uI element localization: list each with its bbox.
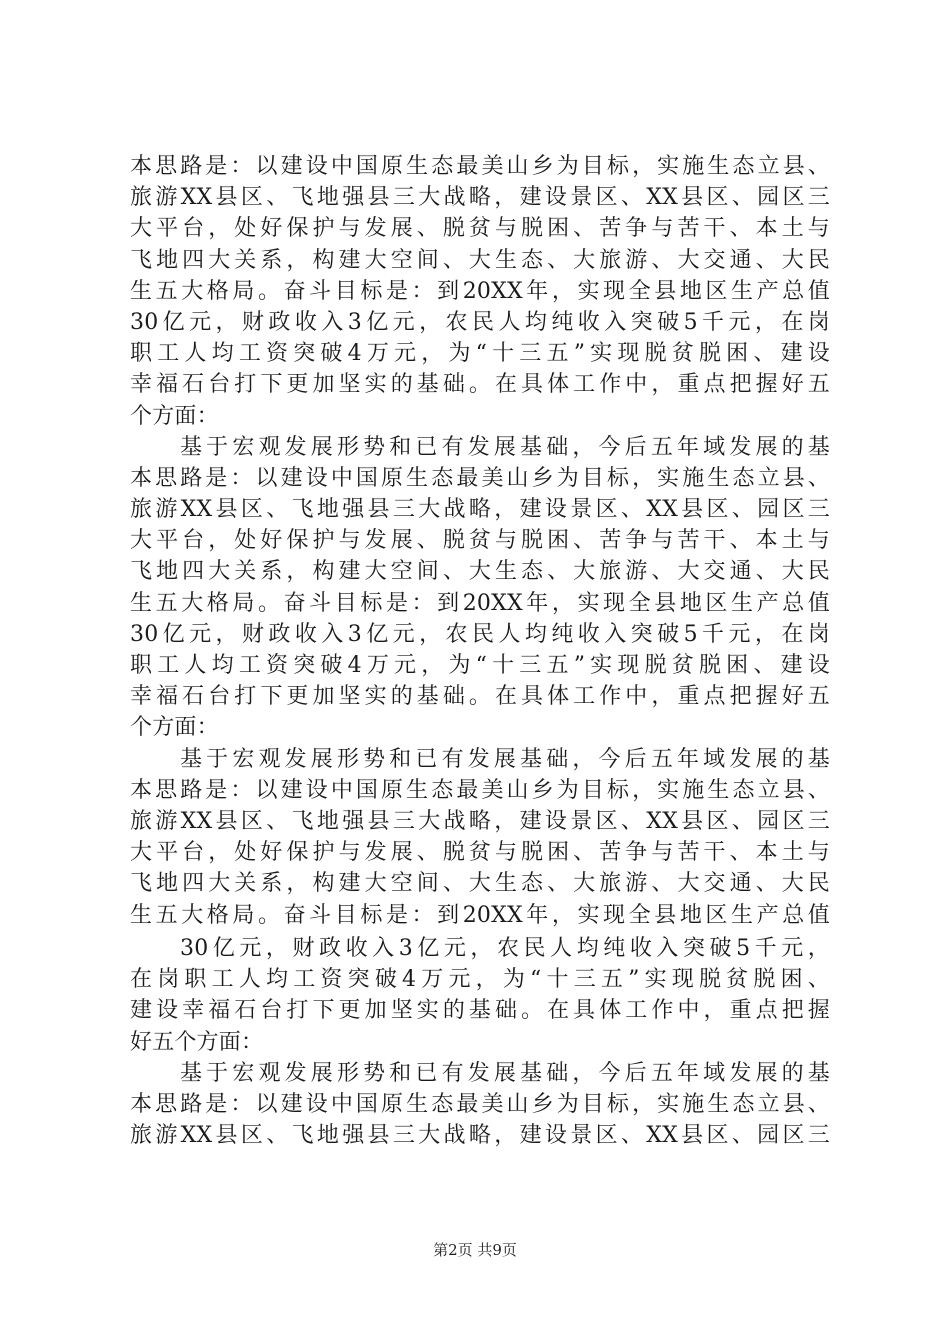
body-text-line: 好五个方面： [130, 1029, 264, 1055]
body-text-line: 幸福石台打下更加坚实的基础。在具体工作中，重点把握好五 [130, 372, 830, 398]
body-text-line: 职工人均工资突破4万元，为“十三五”实现脱贫脱困、建设 [130, 653, 830, 678]
body-text-line: 在岗职工人均工资突破4万元，为“十三五”实现脱贫脱困、 [130, 967, 830, 993]
body-text-line: 个方面： [130, 403, 219, 429]
body-text-line: 旅游XX县区、飞地强县三大战略，建设景区、XX县区、园区三 [130, 1123, 830, 1149]
body-text-line: 幸福石台打下更加坚实的基础。在具体工作中，重点把握好五 [130, 684, 830, 710]
body-text-block-lower [130, 933, 830, 1151]
body-text-line: 生五大格局。奋斗目标是：到20XX年，实现全县地区生产总值 [130, 278, 830, 304]
body-text-line: 本思路是：以建设中国原生态最美山乡为目标，实施生态立县、 [130, 777, 830, 803]
body-text-line: 个方面： [130, 715, 219, 741]
paragraph-first-line: 基于宏观发展形势和已有发展基础，今后五年域发展的基 [180, 1060, 830, 1086]
body-text-line: 本思路是：以建设中国原生态最美山乡为目标，实施生态立县、 [130, 1091, 830, 1117]
body-text-line: 生五大格局。奋斗目标是：到20XX年，实现全县地区生产总值 [130, 590, 830, 616]
body-text-line: 生五大格局。奋斗目标是：到20XX年，实现全县地区生产总值 [130, 902, 830, 928]
body-text-line: 旅游XX县区、飞地强县三大战略，建设景区、XX县区、园区三 [130, 808, 830, 834]
body-text-line: 大平台，处好保护与发展、脱贫与脱困、苦争与苦干、本土与 [130, 216, 830, 242]
body-text-line: 旅游XX县区、飞地强县三大战略，建设景区、XX县区、园区三 [130, 497, 830, 523]
body-text-line: 30亿元，财政收入3亿元，农民人均纯收入突破5千元，在岗 [130, 309, 830, 335]
body-text-line: 职工人均工资突破4万元，为“十三五”实现脱贫脱困、建设 [130, 341, 830, 367]
page-number-footer: 第2页 共9页 [433, 1241, 517, 1259]
paragraph-first-line: 基于宏观发展形势和已有发展基础，今后五年域发展的基 [180, 434, 830, 460]
body-text-line: 飞地四大关系，构建大空间、大生态、大旅游、大交通、大民 [130, 871, 830, 897]
paragraph-first-line: 30亿元，财政收入3亿元，农民人均纯收入突破5千元， [180, 936, 830, 961]
body-text-line: 大平台，处好保护与发展、脱贫与脱困、苦争与苦干、本土与 [130, 528, 830, 554]
body-text-line: 30亿元，财政收入3亿元，农民人均纯收入突破5千元，在岗 [130, 621, 830, 647]
body-text-line: 大平台，处好保护与发展、脱贫与脱困、苦争与苦干、本土与 [130, 840, 830, 866]
body-text-line: 本思路是：以建设中国原生态最美山乡为目标，实施生态立县、 [130, 154, 830, 179]
body-text-line: 飞地四大关系，构建大空间、大生态、大旅游、大交通、大民 [130, 247, 830, 273]
body-text-block-upper [130, 151, 830, 931]
body-text-line: 旅游XX县区、飞地强县三大战略，建设景区、XX县区、园区三 [130, 185, 830, 211]
body-text-line: 飞地四大关系，构建大空间、大生态、大旅游、大交通、大民 [130, 559, 830, 585]
body-text-line: 建设幸福石台打下更加坚实的基础。在具体工作中，重点把握 [130, 998, 830, 1024]
body-text-line: 本思路是：以建设中国原生态最美山乡为目标，实施生态立县、 [130, 465, 830, 491]
paragraph-first-line: 基于宏观发展形势和已有发展基础，今后五年域发展的基 [180, 746, 830, 772]
